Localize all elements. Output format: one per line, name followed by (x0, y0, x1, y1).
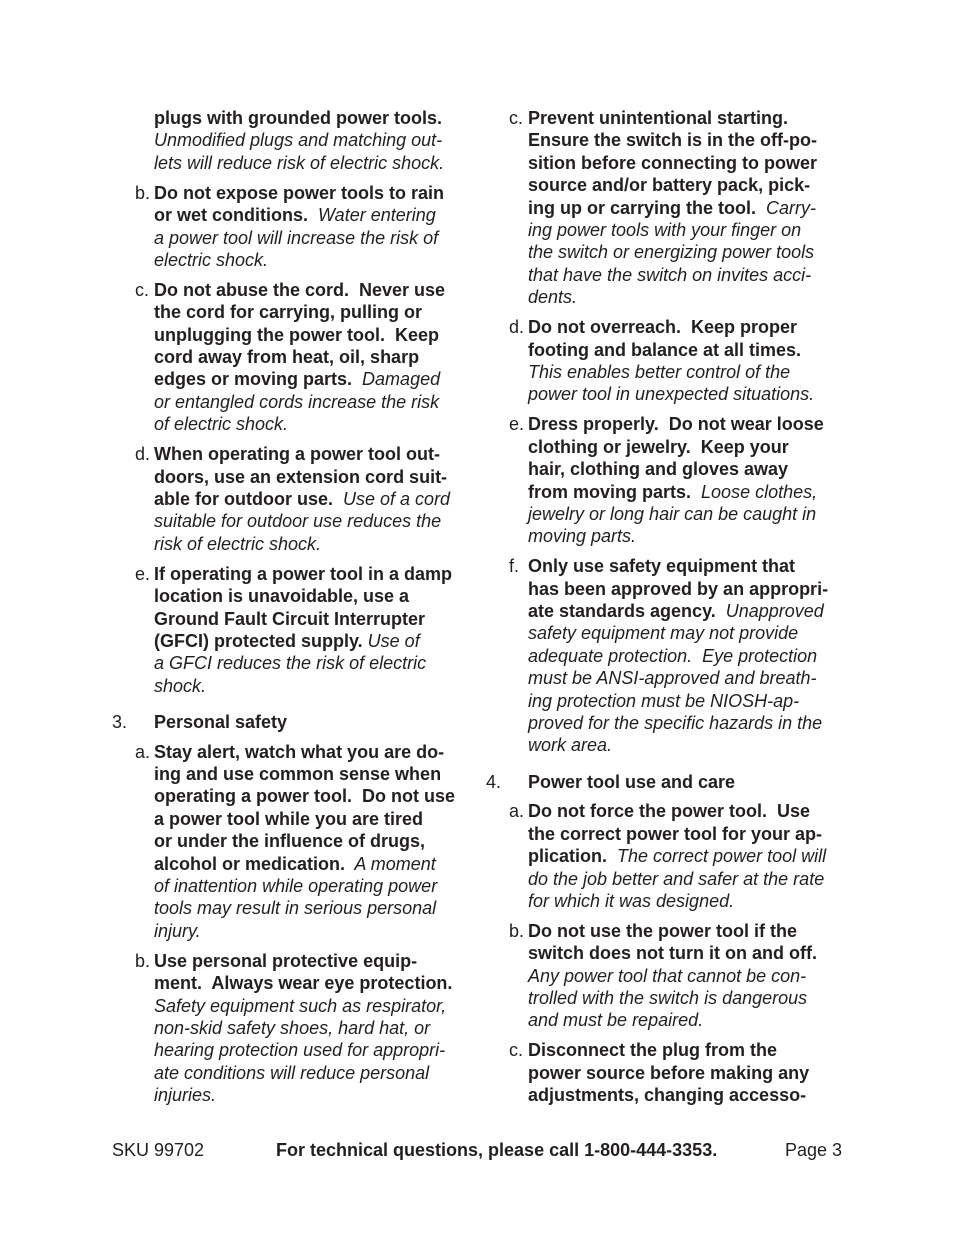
bold-text: adjustments, changing accesso- (528, 1085, 807, 1106)
text-line (154, 950, 472, 972)
item-label: e. (135, 563, 151, 584)
text-line (154, 608, 472, 630)
text-line (528, 129, 846, 151)
italic-text: Carry- (756, 197, 817, 218)
item-label: b. (135, 950, 151, 971)
text-line (154, 204, 472, 226)
italic-text: the switch or energizing power tools (528, 242, 815, 263)
bold-text: plication. (528, 846, 608, 867)
section-number: 4. (486, 771, 502, 792)
italic-text: adequate protection. Eye protection (528, 645, 818, 666)
italic-text: tools may result in serious personal (154, 898, 437, 919)
text-line (528, 339, 846, 361)
italic-text: lets will reduce risk of electric shock. (154, 152, 445, 173)
italic-text: safety equipment may not provide (528, 623, 799, 644)
text-line (528, 800, 846, 822)
bold-text: When operating a power tool out- (154, 444, 440, 465)
text-line (528, 920, 846, 942)
bold-text: ment. Always wear eye protection. (154, 973, 453, 994)
italic-text: Water entering (308, 205, 436, 226)
text-line (154, 763, 472, 785)
item-label: a. (509, 801, 525, 822)
item-cont (112, 107, 472, 174)
italic-text: Damaged (352, 369, 441, 390)
text-line (154, 585, 472, 607)
text-line (528, 174, 846, 196)
item-3c (486, 107, 846, 309)
item-text (154, 182, 472, 272)
italic-text: The correct power tool will (607, 846, 827, 867)
bold-text: the cord for carrying, pulling or (154, 302, 423, 323)
item-3a (112, 741, 472, 943)
text-line (528, 1039, 846, 1061)
italic-text: do the job better and safer at the rate (528, 868, 825, 889)
text-line (528, 645, 846, 667)
bold-text: or wet conditions. (154, 205, 309, 226)
italic-text: that have the switch on invites acci- (528, 264, 812, 285)
text-line (154, 533, 472, 555)
item-label: d. (509, 317, 525, 338)
bold-text: Only use safety equipment that (528, 556, 796, 577)
section-number: 3. (112, 712, 128, 733)
text-line (528, 413, 846, 435)
footer-page-number: Page 3 (784, 1140, 842, 1160)
section-3-heading (112, 711, 472, 733)
text-line (528, 1062, 846, 1084)
text-line (154, 972, 472, 994)
bold-text: switch does not turn it on and off. (528, 943, 817, 964)
italic-text: injuries. (154, 1085, 217, 1106)
italic-text: Any power tool that cannot be con- (528, 965, 807, 986)
text-line (528, 316, 846, 338)
text-line (154, 510, 472, 532)
text-line (528, 197, 846, 219)
bold-text: or under the influence of drugs, (154, 831, 426, 852)
item-text (154, 741, 472, 943)
italic-text: shock. (154, 675, 207, 696)
text-line (154, 391, 472, 413)
item-4a (486, 800, 846, 912)
item-label: c. (509, 1040, 524, 1061)
text-line (154, 129, 472, 151)
text-line (154, 1039, 472, 1061)
bold-text: Disconnect the plug from the (528, 1040, 778, 1061)
item-text (154, 279, 472, 436)
text-line (528, 383, 846, 405)
italic-text: risk of electric shock. (154, 533, 322, 554)
text-line (154, 368, 472, 390)
text-line (528, 890, 846, 912)
text-line (154, 182, 472, 204)
item-e (112, 563, 472, 697)
bold-text: the correct power tool for your ap- (528, 823, 823, 844)
item-text (154, 563, 472, 697)
text-line (528, 525, 846, 547)
bold-text: Do not expose power tools to rain (154, 182, 445, 203)
italic-text: power tool in unexpected situations. (528, 384, 815, 405)
footer-sku: SKU 99702 (112, 1140, 205, 1160)
text-line (154, 830, 472, 852)
item-text (528, 920, 846, 1032)
text-line (528, 965, 846, 987)
italic-text: Safety equipment such as respirator, (154, 995, 447, 1016)
item-b (112, 182, 472, 272)
bold-text: hair, clothing and gloves away (528, 459, 789, 480)
italic-text: This enables better control of the (528, 361, 791, 382)
italic-text: moving parts. (528, 526, 637, 547)
text-line (154, 346, 472, 368)
text-line (528, 264, 846, 286)
item-text (528, 107, 846, 309)
bold-text: Ground Fault Circuit Interrupter (154, 608, 426, 629)
text-line (154, 675, 472, 697)
section-title: Personal safety (154, 712, 288, 733)
italic-text: Use of (362, 630, 420, 651)
italic-text: Loose clothes, (691, 481, 818, 502)
text-line (154, 808, 472, 830)
bold-text: ate standards agency. (528, 601, 716, 622)
item-label: d. (135, 444, 151, 465)
item-3e (486, 413, 846, 547)
italic-text: injury. (154, 920, 201, 941)
text-line (528, 667, 846, 689)
text-line (154, 630, 472, 652)
italic-text: electric shock. (154, 249, 269, 270)
item-d (112, 443, 472, 555)
bold-text: Do not use the power tool if the (528, 920, 797, 941)
text-line (154, 741, 472, 763)
text-line (154, 1084, 472, 1106)
left-column (112, 107, 472, 1107)
text-line (154, 785, 472, 807)
item-text (154, 107, 472, 174)
text-line (528, 690, 846, 712)
bold-text: unplugging the power tool. Keep (154, 324, 439, 345)
text-line (528, 712, 846, 734)
text-line (154, 324, 472, 346)
bold-text: clothing or jewelry. Keep your (528, 436, 789, 457)
bold-text: Do not overreach. Keep proper (528, 317, 798, 338)
item-c (112, 279, 472, 436)
bold-text: able for outdoor use. (154, 489, 334, 509)
text-line (528, 987, 846, 1009)
italic-text: a GFCI reduces the risk of electric (154, 653, 427, 674)
text-line (528, 578, 846, 600)
bold-text: Prevent unintentional starting. (528, 108, 789, 128)
italic-text: dents. (528, 287, 578, 308)
bold-text: operating a power tool. Do not use (154, 786, 456, 807)
text-line (154, 897, 472, 919)
text-line (528, 219, 846, 241)
italic-text: of inattention while operating power (154, 876, 438, 896)
text-line (528, 361, 846, 383)
text-line (154, 249, 472, 271)
bold-text: alcohol or medication. (154, 853, 346, 874)
text-line (154, 466, 472, 488)
item-text (528, 555, 846, 757)
text-line (154, 995, 472, 1017)
item-3f (486, 555, 846, 757)
text-line (154, 875, 472, 897)
item-3d (486, 316, 846, 406)
italic-text: proved for the specific hazards in the (528, 713, 823, 734)
item-label: b. (509, 920, 525, 941)
bold-text: edges or moving parts. (154, 369, 353, 390)
italic-text: suitable for outdoor use reduces the (154, 511, 442, 532)
item-label: c. (509, 108, 524, 128)
bold-text: Do not abuse the cord. Never use (154, 279, 446, 300)
text-line (528, 942, 846, 964)
italic-text: trolled with the switch is dangerous (528, 988, 808, 1009)
text-line (528, 845, 846, 867)
item-label: c. (135, 279, 150, 300)
bold-text: ing and use common sense when (154, 763, 442, 784)
item-label: b. (135, 182, 151, 203)
bold-text: Dress properly. Do not wear loose (528, 414, 824, 435)
italic-text: and must be repaired. (528, 1010, 704, 1031)
italic-text: ing power tools with your finger on (528, 220, 802, 241)
text-line (154, 279, 472, 301)
bold-text: Ensure the switch is in the off-po- (528, 130, 818, 151)
item-4b (486, 920, 846, 1032)
text-line (528, 734, 846, 756)
bold-text: source and/or battery pack, pick- (528, 175, 811, 196)
text-line (154, 853, 472, 875)
item-text (154, 443, 472, 555)
text-line (154, 413, 472, 435)
bold-text: ing up or carrying the tool. (528, 197, 757, 218)
italic-text: of electric shock. (154, 414, 289, 435)
bold-text: Use personal protective equip- (154, 950, 418, 971)
text-line (154, 1062, 472, 1084)
bold-text: has been approved by an appropri- (528, 578, 829, 599)
text-line (154, 301, 472, 323)
text-line (528, 152, 846, 174)
item-text (528, 800, 846, 912)
bold-text: cord away from heat, oil, sharp (154, 347, 420, 368)
section-4-heading (486, 771, 846, 793)
italic-text: Unapproved (715, 601, 824, 622)
bold-text: a power tool while you are tired (154, 808, 424, 829)
bold-text: plugs with grounded power tools. (154, 108, 442, 128)
bold-text: power source before making any (528, 1062, 810, 1083)
italic-text: jewelry or long hair can be caught in (528, 503, 817, 524)
text-line (528, 555, 846, 577)
text-line (528, 458, 846, 480)
italic-text: work area. (528, 735, 613, 756)
bold-text: Stay alert, watch what you are do- (154, 741, 445, 762)
italic-text: Use of a cord (333, 489, 451, 509)
text-line (528, 1084, 846, 1106)
item-text (154, 950, 472, 1107)
text-line (528, 823, 846, 845)
bold-text: Do not force the power tool. Use (528, 801, 811, 822)
text-line (528, 503, 846, 525)
text-line (528, 1009, 846, 1031)
text-line (154, 152, 472, 174)
text-line (154, 488, 472, 510)
item-label: a. (135, 741, 151, 762)
bold-text: sition before connecting to power (528, 152, 818, 173)
text-line (528, 600, 846, 622)
italic-text: non-skid safety shoes, hard hat, or (154, 1017, 431, 1038)
italic-text: ing protection must be NIOSH-ap- (528, 690, 800, 711)
text-line (528, 286, 846, 308)
italic-text: for which it was designed. (528, 890, 735, 911)
item-label: f. (509, 556, 520, 577)
bold-text: footing and balance at all times. (528, 339, 802, 360)
item-label: e. (509, 414, 525, 435)
item-text (528, 413, 846, 547)
italic-text: must be ANSI-approved and breath- (528, 668, 817, 689)
item-text (528, 316, 846, 406)
right-column (486, 107, 846, 1107)
text-line (528, 107, 846, 129)
text-line (528, 436, 846, 458)
text-line (528, 622, 846, 644)
italic-text: ate conditions will reduce personal (154, 1062, 430, 1083)
italic-text: A moment (345, 853, 436, 874)
item-3b (112, 950, 472, 1107)
text-line (154, 563, 472, 585)
item-4c (486, 1039, 846, 1106)
section-title: Power tool use and care (528, 771, 736, 792)
text-line (154, 920, 472, 942)
text-line (528, 241, 846, 263)
italic-text: hearing protection used for appropri- (154, 1040, 446, 1061)
bold-text: If operating a power tool in a damp (154, 563, 453, 584)
italic-text: a power tool will increase the risk of (154, 227, 439, 248)
text-line (528, 868, 846, 890)
text-line (154, 227, 472, 249)
item-text (528, 1039, 846, 1106)
text-line (154, 652, 472, 674)
text-line (528, 481, 846, 503)
footer-help-line: For technical questions, please call 1-800-444-3353. (276, 1140, 718, 1160)
bold-text: location is unavoidable, use a (154, 586, 410, 607)
bold-text: (GFCI) protected supply. (154, 630, 363, 651)
bold-text: doors, use an extension cord suit- (154, 466, 448, 487)
italic-text: Unmodified plugs and matching out- (154, 130, 443, 151)
text-line (154, 107, 472, 129)
italic-text: or entangled cords increase the risk (154, 391, 440, 412)
text-line (154, 443, 472, 465)
text-line (154, 1017, 472, 1039)
bold-text: from moving parts. (528, 481, 692, 502)
